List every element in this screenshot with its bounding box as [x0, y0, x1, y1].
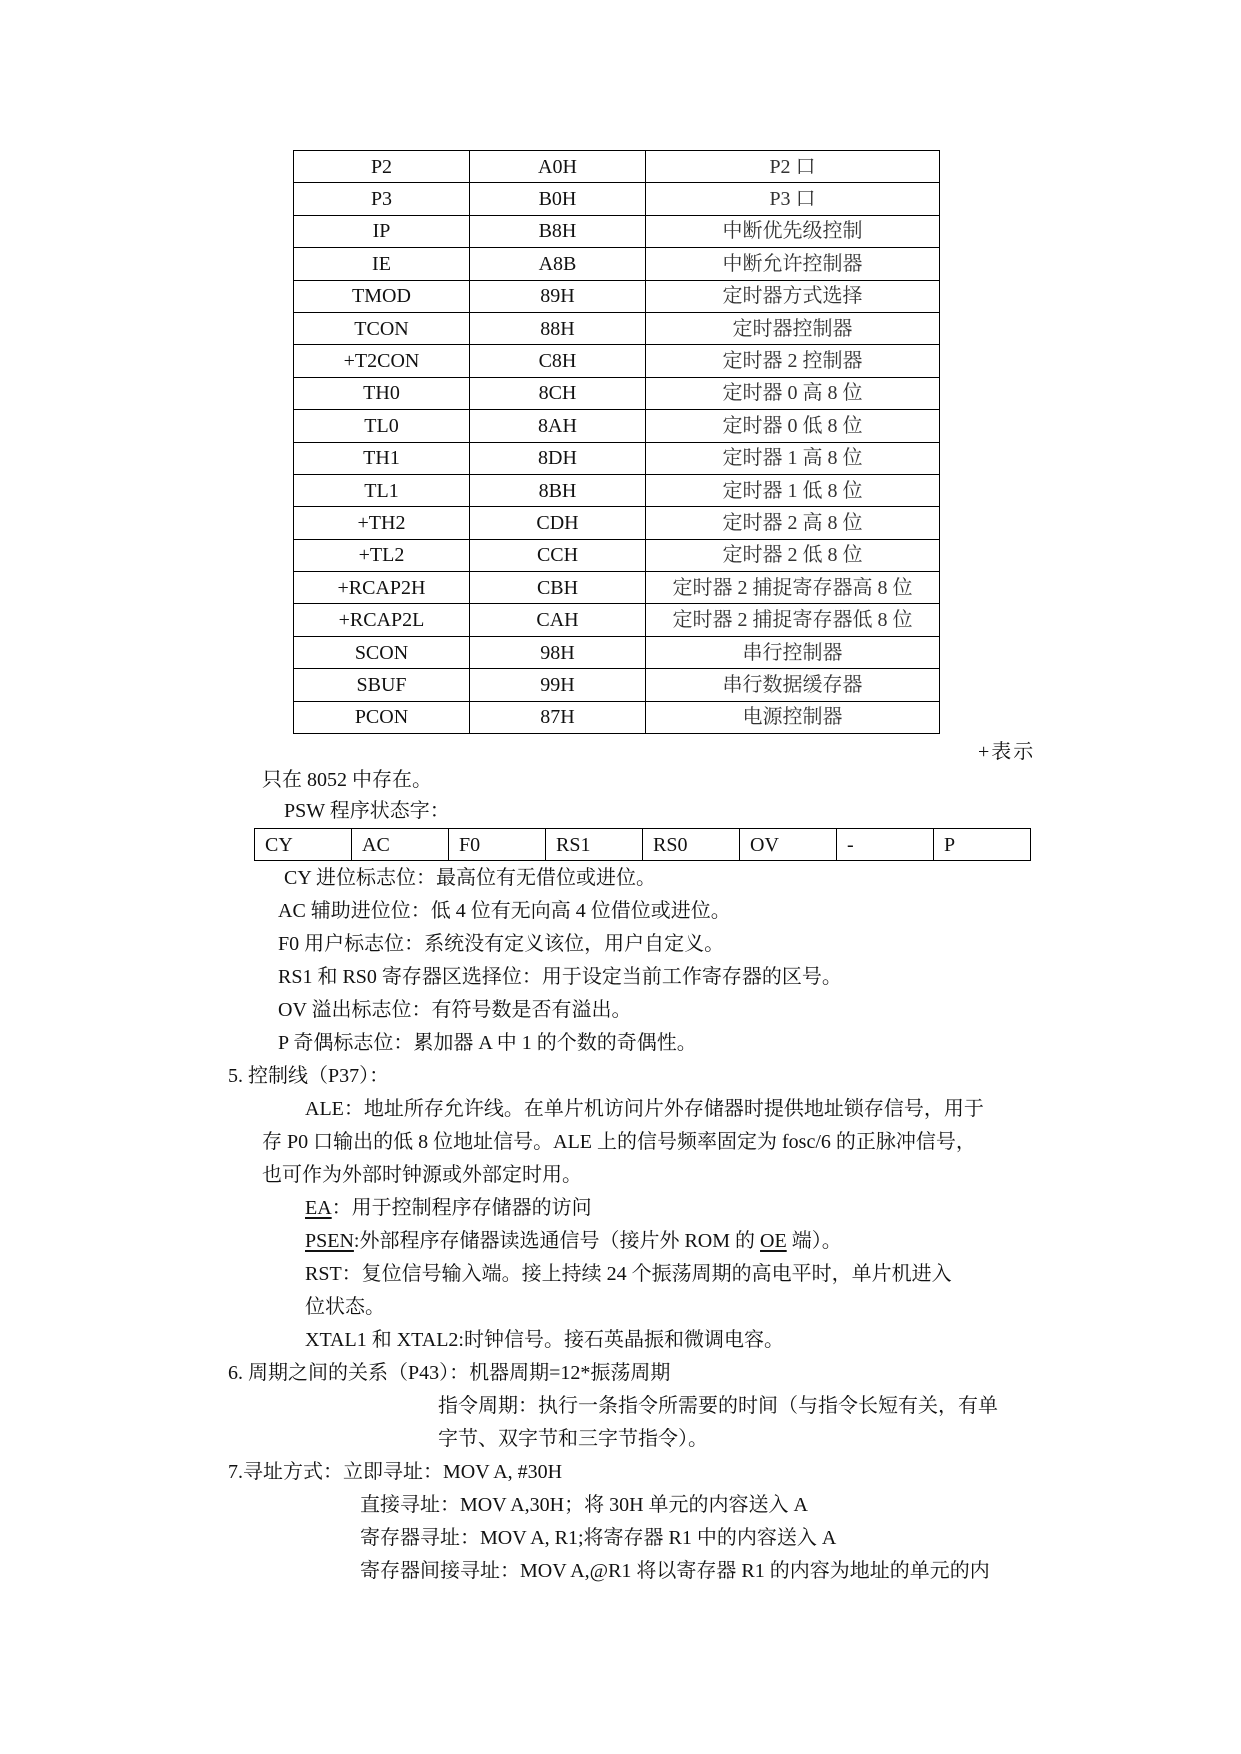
- sfr-table-row: [294, 572, 940, 604]
- sfr-table-row: [294, 410, 940, 442]
- psen-text: :外部程序存储器读选通信号（接片外 ROM 的: [353, 1230, 761, 1252]
- sfr-table-row: [294, 377, 940, 409]
- sfr-description-cell: 定时器 1 低 8 位: [646, 474, 940, 506]
- sfr-address-cell: CCH: [470, 539, 646, 571]
- sfr-description-cell: 定时器 2 控制器: [646, 345, 940, 377]
- sfr-description-cell: P3 口: [646, 183, 940, 215]
- sfr-description-cell: 串行控制器: [646, 636, 940, 668]
- section6-line-1: 6. 周期之间的关系（P43）：机器周期=12*振荡周期: [228, 1362, 671, 1384]
- sfr-name-cell: SBUF: [294, 669, 470, 701]
- section6-line-3: 字节、双字节和三字节指令）。: [438, 1428, 708, 1450]
- sfr-address-cell: C8H: [470, 345, 646, 377]
- psen-line: [305, 1231, 842, 1251]
- sfr-name-cell: TL1: [294, 474, 470, 506]
- sfr-table-row: [294, 669, 940, 701]
- sfr-name-cell: PCON: [294, 701, 470, 733]
- sfr-address-cell: A8B: [470, 248, 646, 280]
- sfr-address-cell: 89H: [470, 280, 646, 312]
- section5-heading: 5. 控制线（P37）：: [228, 1065, 390, 1087]
- sfr-description-cell: 定时器控制器: [646, 312, 940, 344]
- oe-label: OE: [760, 1230, 787, 1252]
- psw-desc-cy: CY 进位标志位：最高位有无借位或进位。: [284, 867, 657, 889]
- sfr-description-cell: 中断优先级控制: [646, 215, 940, 247]
- sfr-address-cell: 87H: [470, 701, 646, 733]
- sfr-table-row: [294, 215, 940, 247]
- psw-desc-f0: F0 用户标志位：系统没有定义该位，用户自定义。: [278, 933, 725, 955]
- sfr-name-cell: TH0: [294, 377, 470, 409]
- psen-end: 端）。: [786, 1230, 842, 1252]
- psen-label: PSEN: [305, 1230, 354, 1252]
- psw-desc-p: P 奇偶标志位：累加器 A 中 1 的个数的奇偶性。: [278, 1032, 697, 1054]
- sfr-address-cell: B0H: [470, 183, 646, 215]
- sfr-address-cell: 8BH: [470, 474, 646, 506]
- psw-bit-cell: RS0: [643, 829, 740, 861]
- psw-desc-ov: OV 溢出标志位：有符号数是否有溢出。: [278, 999, 632, 1021]
- sfr-name-cell: TH1: [294, 442, 470, 474]
- sfr-table-row: [294, 539, 940, 571]
- sfr-description-cell: 串行数据缓存器: [646, 669, 940, 701]
- sfr-description-cell: 定时器 1 高 8 位: [646, 442, 940, 474]
- sfr-table-row: [294, 604, 940, 636]
- sfr-name-cell: +RCAP2L: [294, 604, 470, 636]
- sfr-address-cell: 98H: [470, 636, 646, 668]
- sfr-address-cell: B8H: [470, 215, 646, 247]
- psw-bit-cell: CY: [255, 829, 352, 861]
- sfr-address-cell: CBH: [470, 572, 646, 604]
- psw-bit-cell: F0: [449, 829, 546, 861]
- plus-note-continued: 只在 8052 中存在。: [262, 769, 432, 791]
- sfr-address-cell: 99H: [470, 669, 646, 701]
- sfr-name-cell: +T2CON: [294, 345, 470, 377]
- sfr-table-row: [294, 248, 940, 280]
- section7-line-2: 直接寻址：MOV A,30H；将 30H 单元的内容送入 A: [360, 1494, 808, 1516]
- sfr-address-cell: 8CH: [470, 377, 646, 409]
- sfr-name-cell: IP: [294, 215, 470, 247]
- sfr-description-cell: 定时器 2 捕捉寄存器低 8 位: [646, 604, 940, 636]
- plus-note: +表示: [978, 741, 1036, 763]
- section6-line-2: 指令周期：执行一条指令所需要的时间（与指令长短有关，有单: [438, 1395, 998, 1417]
- sfr-address-cell: CDH: [470, 507, 646, 539]
- sfr-name-cell: SCON: [294, 636, 470, 668]
- psw-bit-cell: OV: [740, 829, 837, 861]
- psw-bit-cell: -: [837, 829, 934, 861]
- section7-line-3: 寄存器寻址：MOV A, R1;将寄存器 R1 中的内容送入 A: [360, 1527, 837, 1549]
- psw-heading: PSW 程序状态字：: [284, 800, 450, 822]
- psw-bit-cell: P: [934, 829, 1031, 861]
- ale-line-2: 存 P0 口输出的低 8 位地址信号。ALE 上的信号频率固定为 fosc/6 的正脉冲信号，: [262, 1131, 976, 1153]
- sfr-name-cell: P2: [294, 151, 470, 183]
- sfr-table-row: [294, 474, 940, 506]
- sfr-name-cell: +TH2: [294, 507, 470, 539]
- sfr-address-cell: A0H: [470, 151, 646, 183]
- sfr-table-row: [294, 151, 940, 183]
- xtal-line: XTAL1 和 XTAL2:时钟信号。接石英晶振和微调电容。: [305, 1329, 784, 1351]
- psw-bit-cell: RS1: [546, 829, 643, 861]
- sfr-name-cell: TMOD: [294, 280, 470, 312]
- sfr-name-cell: IE: [294, 248, 470, 280]
- sfr-table-row: [294, 701, 940, 733]
- ea-label: EA: [305, 1197, 332, 1219]
- sfr-table-row: [294, 280, 940, 312]
- section7-line-4: 寄存器间接寻址：MOV A,@R1 将以寄存器 R1 的内容为地址的单元的内: [360, 1560, 990, 1582]
- sfr-table-row: [294, 345, 940, 377]
- section7-line-1: 7.寻址方式：立即寻址：MOV A, #30H: [228, 1461, 563, 1483]
- ale-line-3: 也可作为外部时钟源或外部定时用。: [262, 1164, 582, 1186]
- sfr-table: [293, 150, 940, 734]
- sfr-description-cell: 电源控制器: [646, 701, 940, 733]
- rst-line-2: 位状态。: [305, 1296, 385, 1318]
- psw-desc-ac: AC 辅助进位位：低 4 位有无向高 4 位借位或进位。: [278, 900, 731, 922]
- rst-line-1: RST：复位信号输入端。接上持续 24 个振荡周期的高电平时，单片机进入: [305, 1263, 952, 1285]
- sfr-table-row: [294, 183, 940, 215]
- ea-line: [305, 1198, 592, 1218]
- sfr-description-cell: 定时器 2 捕捉寄存器高 8 位: [646, 572, 940, 604]
- sfr-address-cell: 88H: [470, 312, 646, 344]
- psw-bit-row: [255, 829, 1031, 861]
- sfr-table-row: [294, 442, 940, 474]
- psw-bit-table: [254, 828, 1031, 861]
- sfr-description-cell: 定时器 0 高 8 位: [646, 377, 940, 409]
- sfr-table-row: [294, 312, 940, 344]
- sfr-name-cell: +RCAP2H: [294, 572, 470, 604]
- sfr-name-cell: TCON: [294, 312, 470, 344]
- sfr-table-body: [294, 151, 940, 734]
- sfr-address-cell: 8AH: [470, 410, 646, 442]
- sfr-name-cell: +TL2: [294, 539, 470, 571]
- psw-desc-rs: RS1 和 RS0 寄存器区选择位：用于设定当前工作寄存器的区号。: [278, 966, 842, 988]
- sfr-description-cell: 定时器 0 低 8 位: [646, 410, 940, 442]
- sfr-description-cell: 定时器方式选择: [646, 280, 940, 312]
- sfr-description-cell: 中断允许控制器: [646, 248, 940, 280]
- ale-line-1: ALE：地址所存允许线。在单片机访问片外存储器时提供地址锁存信号，用于: [305, 1098, 984, 1120]
- sfr-name-cell: TL0: [294, 410, 470, 442]
- sfr-table-row: [294, 507, 940, 539]
- sfr-address-cell: CAH: [470, 604, 646, 636]
- sfr-table-row: [294, 636, 940, 668]
- sfr-description-cell: 定时器 2 低 8 位: [646, 539, 940, 571]
- sfr-description-cell: 定时器 2 高 8 位: [646, 507, 940, 539]
- sfr-address-cell: 8DH: [470, 442, 646, 474]
- sfr-name-cell: P3: [294, 183, 470, 215]
- ea-text: ：用于控制程序存储器的访问: [331, 1197, 592, 1219]
- psw-bit-cell: AC: [352, 829, 449, 861]
- sfr-description-cell: P2 口: [646, 151, 940, 183]
